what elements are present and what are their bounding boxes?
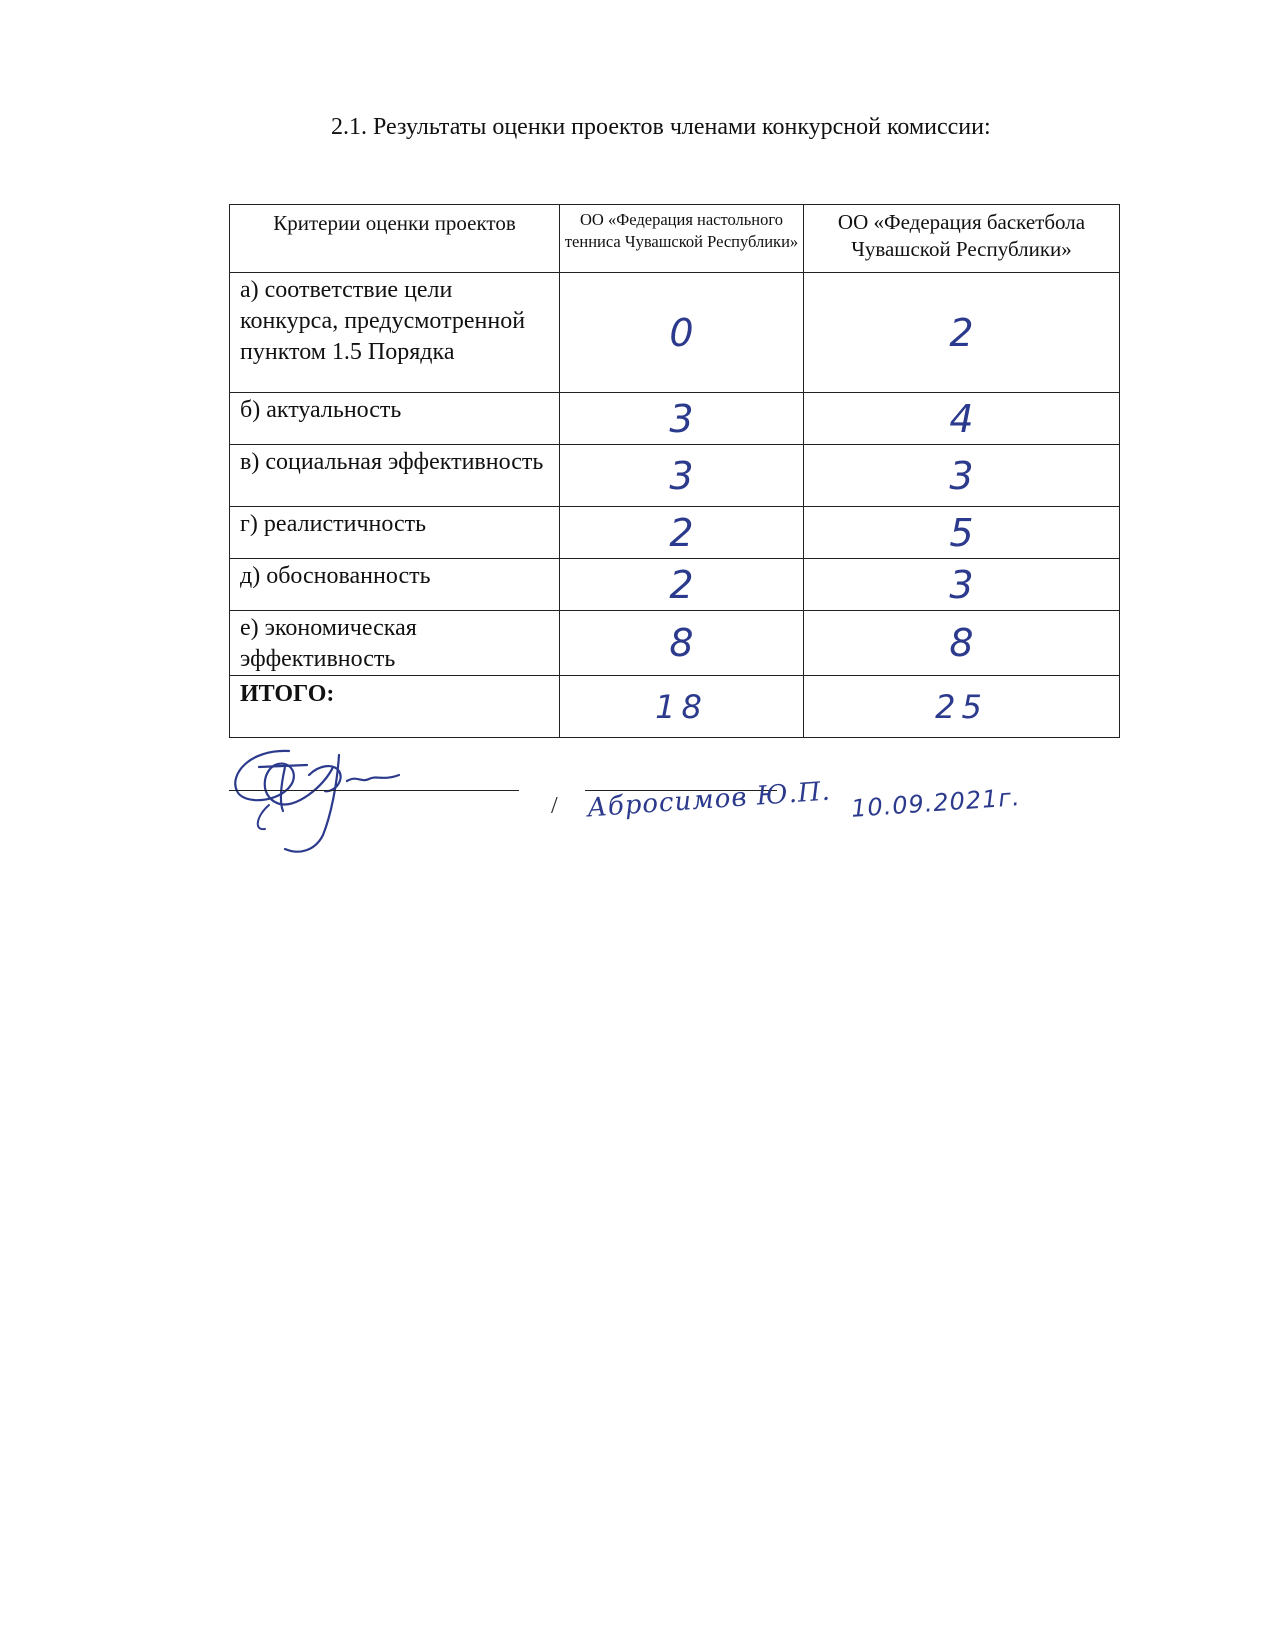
- total-label: ИТОГО:: [230, 676, 560, 738]
- handwritten-signature: [229, 745, 529, 875]
- signature-separator: /: [551, 793, 558, 819]
- tennis-score: 2: [560, 559, 804, 611]
- header-basketball-federation: ОО «Федерация баскетбола Чувашской Республики»: [804, 205, 1120, 273]
- table-total-row: [230, 676, 1120, 738]
- table-row: [230, 611, 1120, 676]
- criterion-cell: д) обоснованность: [230, 559, 560, 611]
- evaluation-table: [229, 204, 1120, 738]
- basketball-score: 8: [804, 611, 1120, 676]
- criterion-cell: в) социальная эффективность: [230, 445, 560, 507]
- basketball-total: 25: [804, 676, 1120, 738]
- header-criteria: Критерии оценки проектов: [230, 205, 560, 273]
- table-row: [230, 445, 1120, 507]
- table-row: [230, 507, 1120, 559]
- tennis-score: 2: [560, 507, 804, 559]
- basketball-score: 3: [804, 445, 1120, 507]
- tennis-total: 18: [560, 676, 804, 738]
- signature-block: [229, 745, 1029, 875]
- basketball-score: 2: [804, 273, 1120, 393]
- criterion-cell: г) реалистичность: [230, 507, 560, 559]
- signature-line: [229, 790, 519, 791]
- tennis-score: 0: [560, 273, 804, 393]
- criterion-cell: а) соответствие цели конкурса, предусмотренной пунктом 1.5 Порядка: [230, 273, 560, 393]
- criterion-cell: б) актуальность: [230, 393, 560, 445]
- header-tennis-federation: ОО «Федерация настольного тенниса Чувашской Республики»: [560, 205, 804, 273]
- criterion-cell: е) экономическая эффективность: [230, 611, 560, 676]
- table-header-row: [230, 205, 1120, 273]
- table-row: [230, 393, 1120, 445]
- basketball-score: 5: [804, 507, 1120, 559]
- tennis-score: 3: [560, 393, 804, 445]
- tennis-score: 8: [560, 611, 804, 676]
- basketball-score: 3: [804, 559, 1120, 611]
- basketball-score: 4: [804, 393, 1120, 445]
- table-row: [230, 559, 1120, 611]
- table-row: [230, 273, 1120, 393]
- signatory-name: Абросимов Ю.П.: [586, 776, 832, 824]
- signature-date: 10.09.2021г.: [850, 783, 1022, 823]
- section-heading: 2.1. Результаты оценки проектов членами конкурсной комиссии:: [331, 114, 991, 140]
- tennis-score: 3: [560, 445, 804, 507]
